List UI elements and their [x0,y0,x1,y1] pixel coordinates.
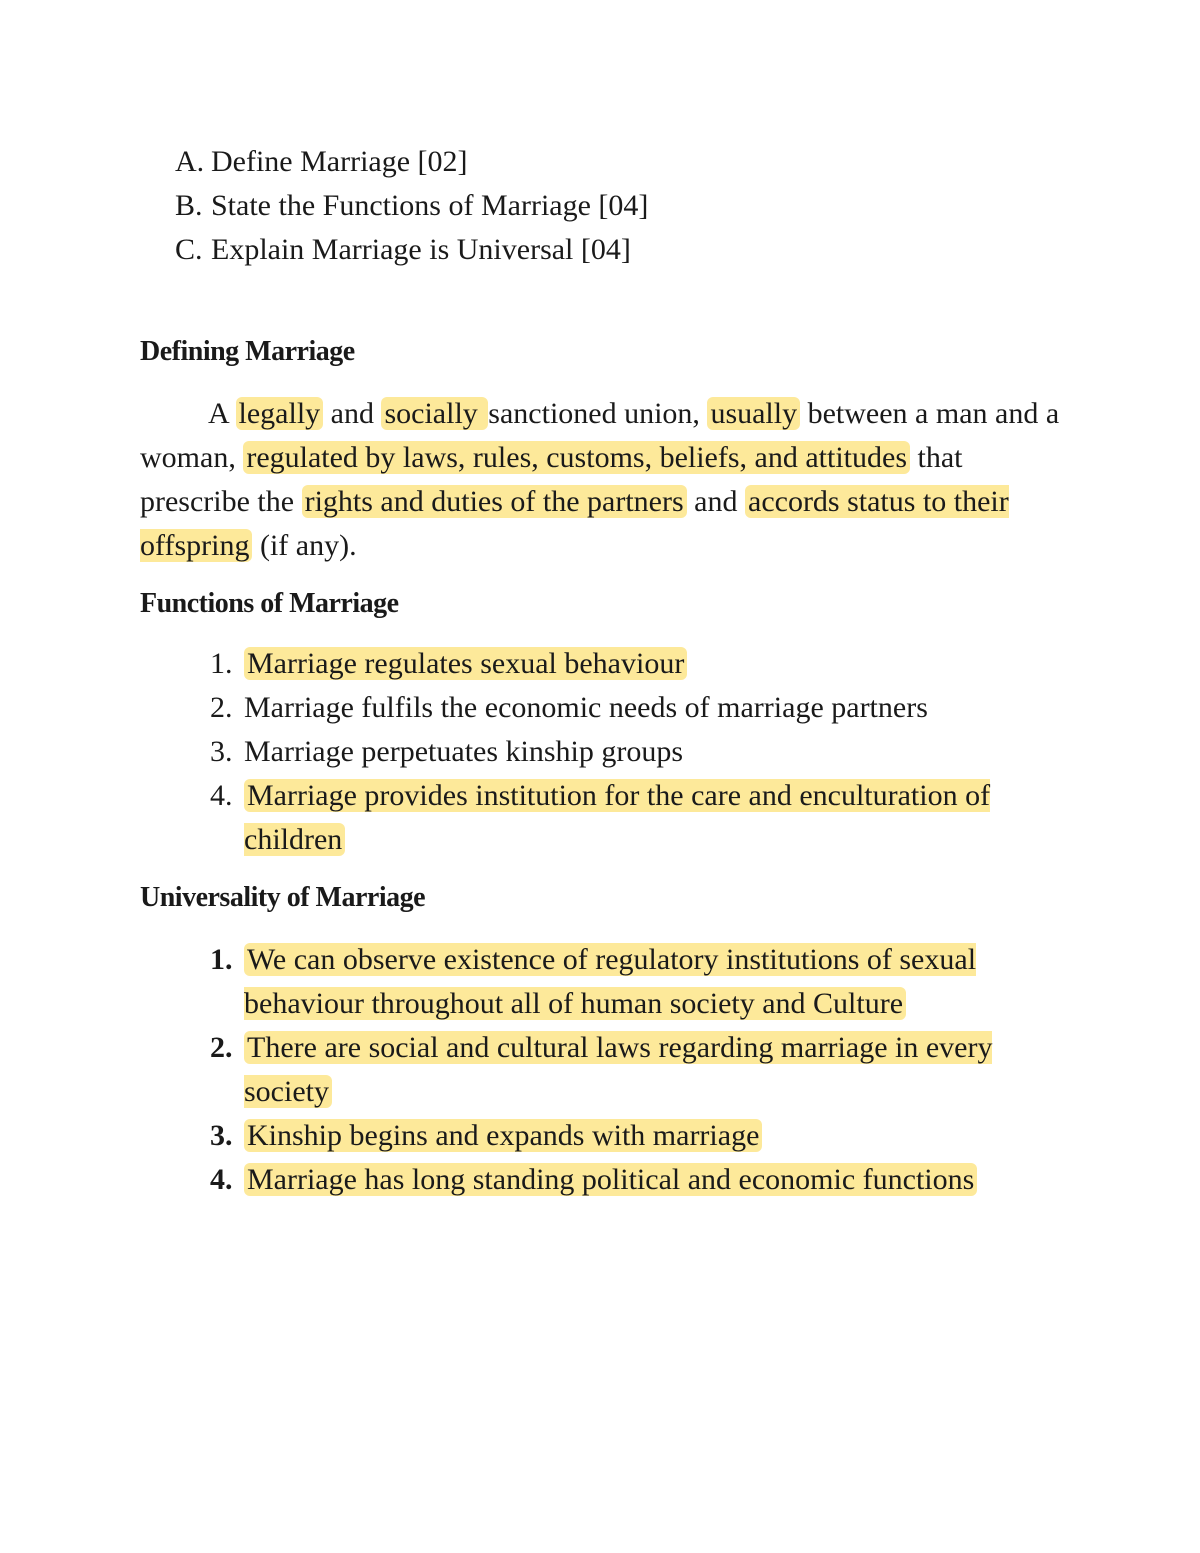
list-item-text: There are social and cultural laws regarding marriage in every society [244,1031,993,1108]
highlight-usually: usually [707,397,800,430]
list-item-text: Marriage fulfils the economic needs of marriage partners [244,691,928,724]
list-number: 3. [210,1119,233,1152]
list-item-text: Marriage perpetuates kinship groups [244,735,684,768]
list-item [210,774,1050,862]
functions-heading: Functions of Marriage [140,588,399,619]
question-marker: B. [175,189,203,222]
list-item [210,1026,1050,1114]
list-number: 2. [210,1031,233,1064]
list-number: 1. [210,943,233,976]
list-number: 4. [210,779,233,812]
list-item [210,938,1050,1026]
question-text: Define Marriage [02] [211,145,468,178]
definition-text: between a man and a woman, [140,397,1060,474]
definition-text: and [686,485,745,518]
universality-heading: Universality of Marriage [140,882,426,913]
highlight-legally: legally [236,397,324,430]
list-item-text: Marriage provides institution for the care and enculturation of children [244,779,991,856]
list-number: 2. [210,691,233,724]
question-list [175,140,648,272]
question-marker: A. [175,145,205,178]
list-item [210,1158,1050,1202]
list-item [210,730,1050,774]
list-number: 1. [210,647,233,680]
question-text: State the Functions of Marriage [04] [211,189,649,222]
highlight-socially: socially [381,397,488,430]
question-text: Explain Marriage is Universal [04] [211,233,631,266]
question-item [175,184,648,228]
list-item-text: Kinship begins and expands with marriage [244,1119,762,1152]
universality-list [210,938,1050,1202]
list-item-text: Marriage has long standing political and economic functions [244,1163,977,1196]
question-item [175,228,648,272]
question-item [175,140,648,184]
highlight-rights-duties: rights and duties of the partners [302,485,687,518]
question-marker: C. [175,233,203,266]
list-item [210,686,1050,730]
definition-text: and [323,397,382,430]
definition-paragraph [140,392,1065,568]
list-item-text: Marriage regulates sexual behaviour [244,647,687,680]
highlight-regulated: regulated by laws, rules, customs, beliefs, and attitudes [243,441,910,474]
definition-text: sanctioned union, [488,397,708,430]
list-item [210,642,1050,686]
highlight-status: accords status to their offspring [140,485,1009,562]
list-item [210,1114,1050,1158]
defining-heading: Defining Marriage [140,336,355,367]
functions-list [210,642,1050,862]
list-item-text: We can observe existence of regulatory institutions of sexual behaviour throughout all of human society and Culture [244,943,977,1020]
list-number: 3. [210,735,233,768]
definition-text: that prescribe the [140,441,963,518]
definition-text: A [208,397,236,430]
definition-text: (if any). [252,529,357,562]
list-number: 4. [210,1163,233,1196]
